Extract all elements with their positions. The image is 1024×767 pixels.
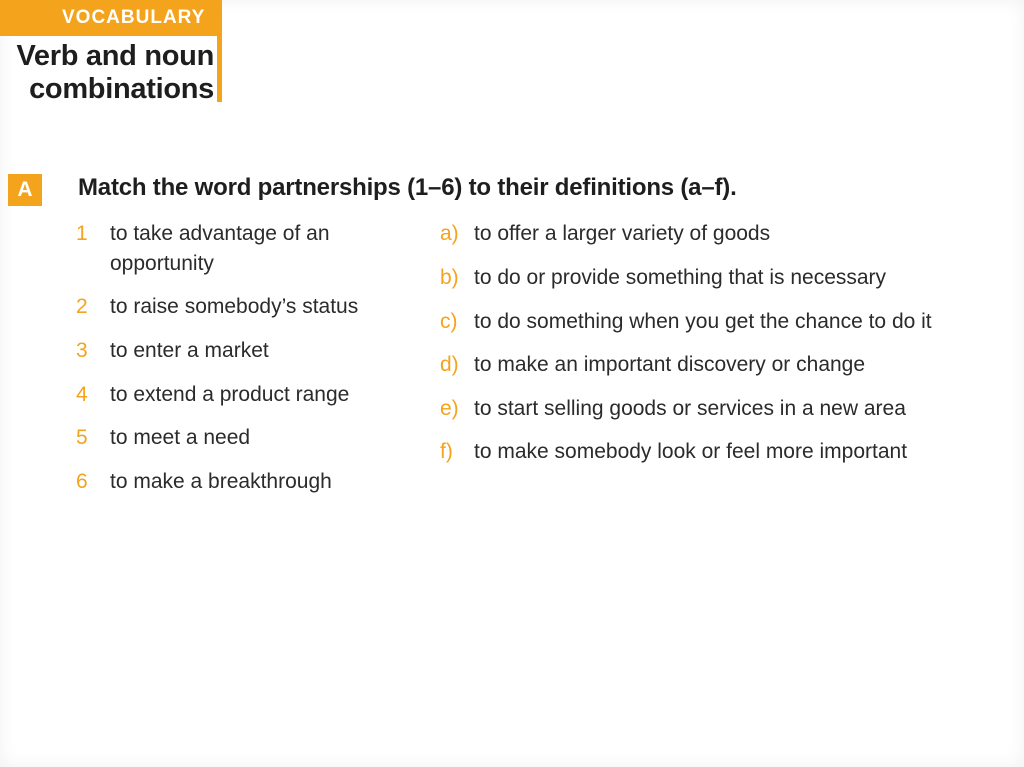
item-letter: c) (440, 310, 458, 333)
item-text: to make a breakthrough (110, 470, 332, 493)
item-number: 3 (76, 339, 88, 362)
item-text-line-1: to take advantage of an (110, 222, 330, 245)
item-letter: b) (440, 266, 459, 289)
vocabulary-header (0, 0, 222, 105)
item-letter: e) (440, 397, 459, 420)
vocabulary-banner (0, 0, 222, 36)
item-text: to do or provide something that is necessary (474, 266, 887, 289)
item-number: 6 (76, 470, 88, 493)
item-text: to make an important discovery or change (474, 353, 866, 376)
item-text: to offer a larger variety of goods (474, 222, 771, 245)
item-letter: f) (440, 440, 453, 463)
item-number: 2 (76, 295, 88, 318)
item-text: to meet a need (110, 426, 251, 449)
item-text: to make somebody look or feel more important (474, 440, 908, 463)
vocabulary-label: VOCABULARY (62, 7, 206, 28)
page-title-line-2: combinations (29, 73, 214, 105)
item-letter: a) (440, 222, 459, 245)
item-number: 4 (76, 383, 88, 406)
page-title-line-1: Verb and noun (16, 40, 214, 72)
page-title (8, 40, 214, 106)
item-text (110, 219, 330, 279)
item-text: to start selling goods or services in a new area (474, 397, 906, 420)
item-number: 1 (76, 222, 88, 245)
item-text: to extend a product range (110, 383, 350, 406)
item-text: to enter a market (110, 339, 269, 362)
header-accent-rule (217, 36, 222, 102)
item-letter: d) (440, 353, 459, 376)
item-text: to do something when you get the chance to do it (474, 310, 932, 333)
item-text-line-2: opportunity (110, 252, 214, 275)
section-badge: A (8, 174, 42, 206)
exercise-instruction: Match the word partnerships (1–6) to their definitions (a–f). (78, 174, 737, 201)
item-text: to raise somebody’s status (110, 295, 359, 318)
item-number: 5 (76, 426, 88, 449)
watermark-artifact (0, 488, 220, 502)
